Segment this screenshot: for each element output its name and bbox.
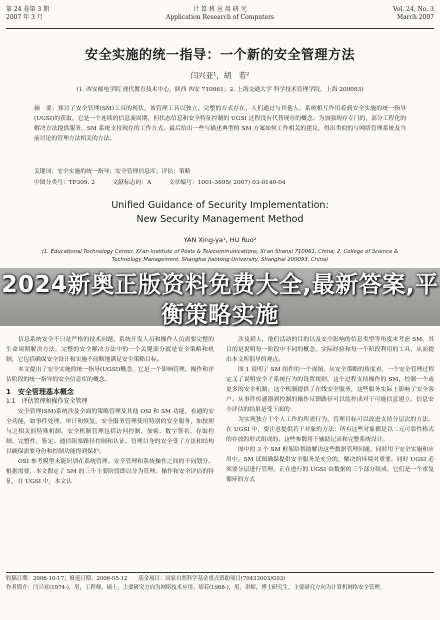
section-heading: 1 安全管理基本概念 <box>6 388 74 396</box>
body-paragraph: 安全管理(SM)系统涉及全面的策略管理及其他 OSI 和 SM 功能，看通的安全功能，如事件处理、审计和恢复。安全服务管理使用特别的安全服务，如按照与之相关的特殊机制。安全机制管理包括访问控制、加密、数字签名、存取控制、完整性、鉴定、通信阻塞路径控制和认证。管理目身的安全受了方法和结构以确保需要身份和控制功能得到保护。 <box>6 409 214 455</box>
keywords-cn: 关键词：安全实施的统一指导；安全管理信息库；评估；策略 <box>34 169 191 175</box>
body-paragraph: 图中的 3 个 SM 框架给帮助解决这些数据管理问题。同时用于安全实施和应用中。SM 试图确保提供安全服务是充分的，解决的环境对重要。同时 UGSI 必须要分层进行管理，正在进行的 UGSI 由数据的三个部分组成，它们是一个重复循环的方式 <box>226 447 434 483</box>
overlay-headline: 2024新奥正版资料免费大全,最新答案,平衡策略实施 <box>1 272 439 328</box>
paper-title-en: Unified Guidance of Security Implementation: New Security Management Method <box>111 200 329 225</box>
abstract-cn: 摘 要：探讨了安全管理(SM)工具的现状，该管理工具以独立、完整的方式存在，人们通过与其他人、系统相互作用着到安全实施的统一指导(UGSI)的获取，它是一个连续的信息流周期，但状态信息和安全特征控制的 UGSI 过程没有代替现存的概念。为加强现存专门的、部分工程化的解决方法提供服务，SM 系统支持现存的工作方式。最后给出一些与描述典型的 SM 方案如何工作相关的建议，得出类似的与网络管理系统及当前讨论的管理方法相关的方法。 <box>34 106 406 142</box>
header-journal-text: 计 算 机 应 用 研 究 Application Research of Computers <box>165 6 275 21</box>
body-left-column <box>6 335 214 567</box>
footnote-block <box>6 572 434 593</box>
header-volume <box>393 6 434 22</box>
body-paragraph: 涉及到人，他们活动的目的以及安全影响的信息类型等角度来考虑 SM。其目的是说明每一阶段中不同的概念，实际经验和每一个阶段利用的工具，从而提出本文所倡导的观点。 <box>226 337 434 363</box>
classification-line: 中图分类号：TP309. 2 文献标志码：A 文章编号：1001-3695( 2007) 03-0140-04 <box>34 180 286 186</box>
header-issue-text: 第 24 卷第 3 期 2007 年 3 月 <box>6 6 50 21</box>
authors-en: YAN Xing-ya¹, HU Ruo² <box>183 236 257 244</box>
body-paragraph: 本文提出了安全实施的统一指导(UGSI)概念，它是一个影响管理、操作和评估阶段的统一指导的安全信息库的概念。 <box>6 367 214 383</box>
journal-header <box>6 4 434 29</box>
subsection-heading: 1.1 评估管理和操作安全管理 <box>6 398 88 405</box>
header-volume-text: Vol. 24, No. 3 March 2007 <box>393 6 434 21</box>
affiliation-cn: (1. 西安邮电学院 现代教育技术中心，陕西 西安 710061；2. 上海交通大学 科学技术管理学院，上海 200093) <box>76 87 364 93</box>
body-paragraph: 为实现独立于个人工作的所需行为，管理目标可以改进支持分层次的方法。在 UGSI 中，要注意提供若干对象的方法：所有这些对象都是以二元可靠性格式的存放的形式组成的。这些参数用于辅助记录和完整系统设计。 <box>226 417 434 443</box>
body-right-column <box>226 335 434 567</box>
body-paragraph: 图 1 说明了 SM 组件的一个视图，从安全策略的角度看，一个安全管理过程定义了说明安全子系统行为的设置规则，这个过程支持操作的 SM，控制一个或更多的安全机制。这个机制提供了在线安全服务，这些服务实际上影响了安全客户。从事件传感器到控制的操作反馈路径可以监控成对于可能信息建立。信息安全评估的结果是受下面的： <box>226 367 434 413</box>
body-paragraph: 信息系统安全不只是严格的技术问题，系统开发人员和操作人员需要完整的生命周期解决方法。完整的安全解决方法中的一个关键部分就是安全策略和机制，它包括确保安全设计和实施不间断地满足安全策略目标。 <box>6 337 214 363</box>
affiliation-en: (1. Educational Technology Center, Xi'an Institute of Posts & Telecommunications, Xi'an Shanxi 710061, China; 2. College of Science & Technology Management, Shanghai Jiaotong University, Shanghai 200093, China) <box>41 249 399 263</box>
paper-title-cn: 安全实施的统一指导：一个新的安全管理方法 <box>84 48 355 63</box>
footnote-author-bio: 作者简介：闫兴亚(1974-)，男，工程师，硕士，主要研究方向为网络技术应用；胡若(1968-)，男，讲师，博士研究生，主要研究方向为计算机网络安全管理。 <box>6 585 386 591</box>
body-text <box>6 335 434 567</box>
authors-cn: 闫兴亚¹，胡 若² <box>190 71 250 80</box>
header-journal-name <box>6 6 434 22</box>
body-paragraph: OSI 参考模型未能识别在系统管理、安全管理和系统操作之间的不同划分。根据需要，本文假定了 SM 的三个主要阶段即以分为管理、操作和安全评估的特征，在 UGSI 中，本文认 <box>6 459 214 485</box>
footnote-received: 收稿日期：2006-10-17；修返日期：2006-05-12 基金项目：国家自然科学基金重点资助项目(70433003/G03) <box>6 576 286 582</box>
